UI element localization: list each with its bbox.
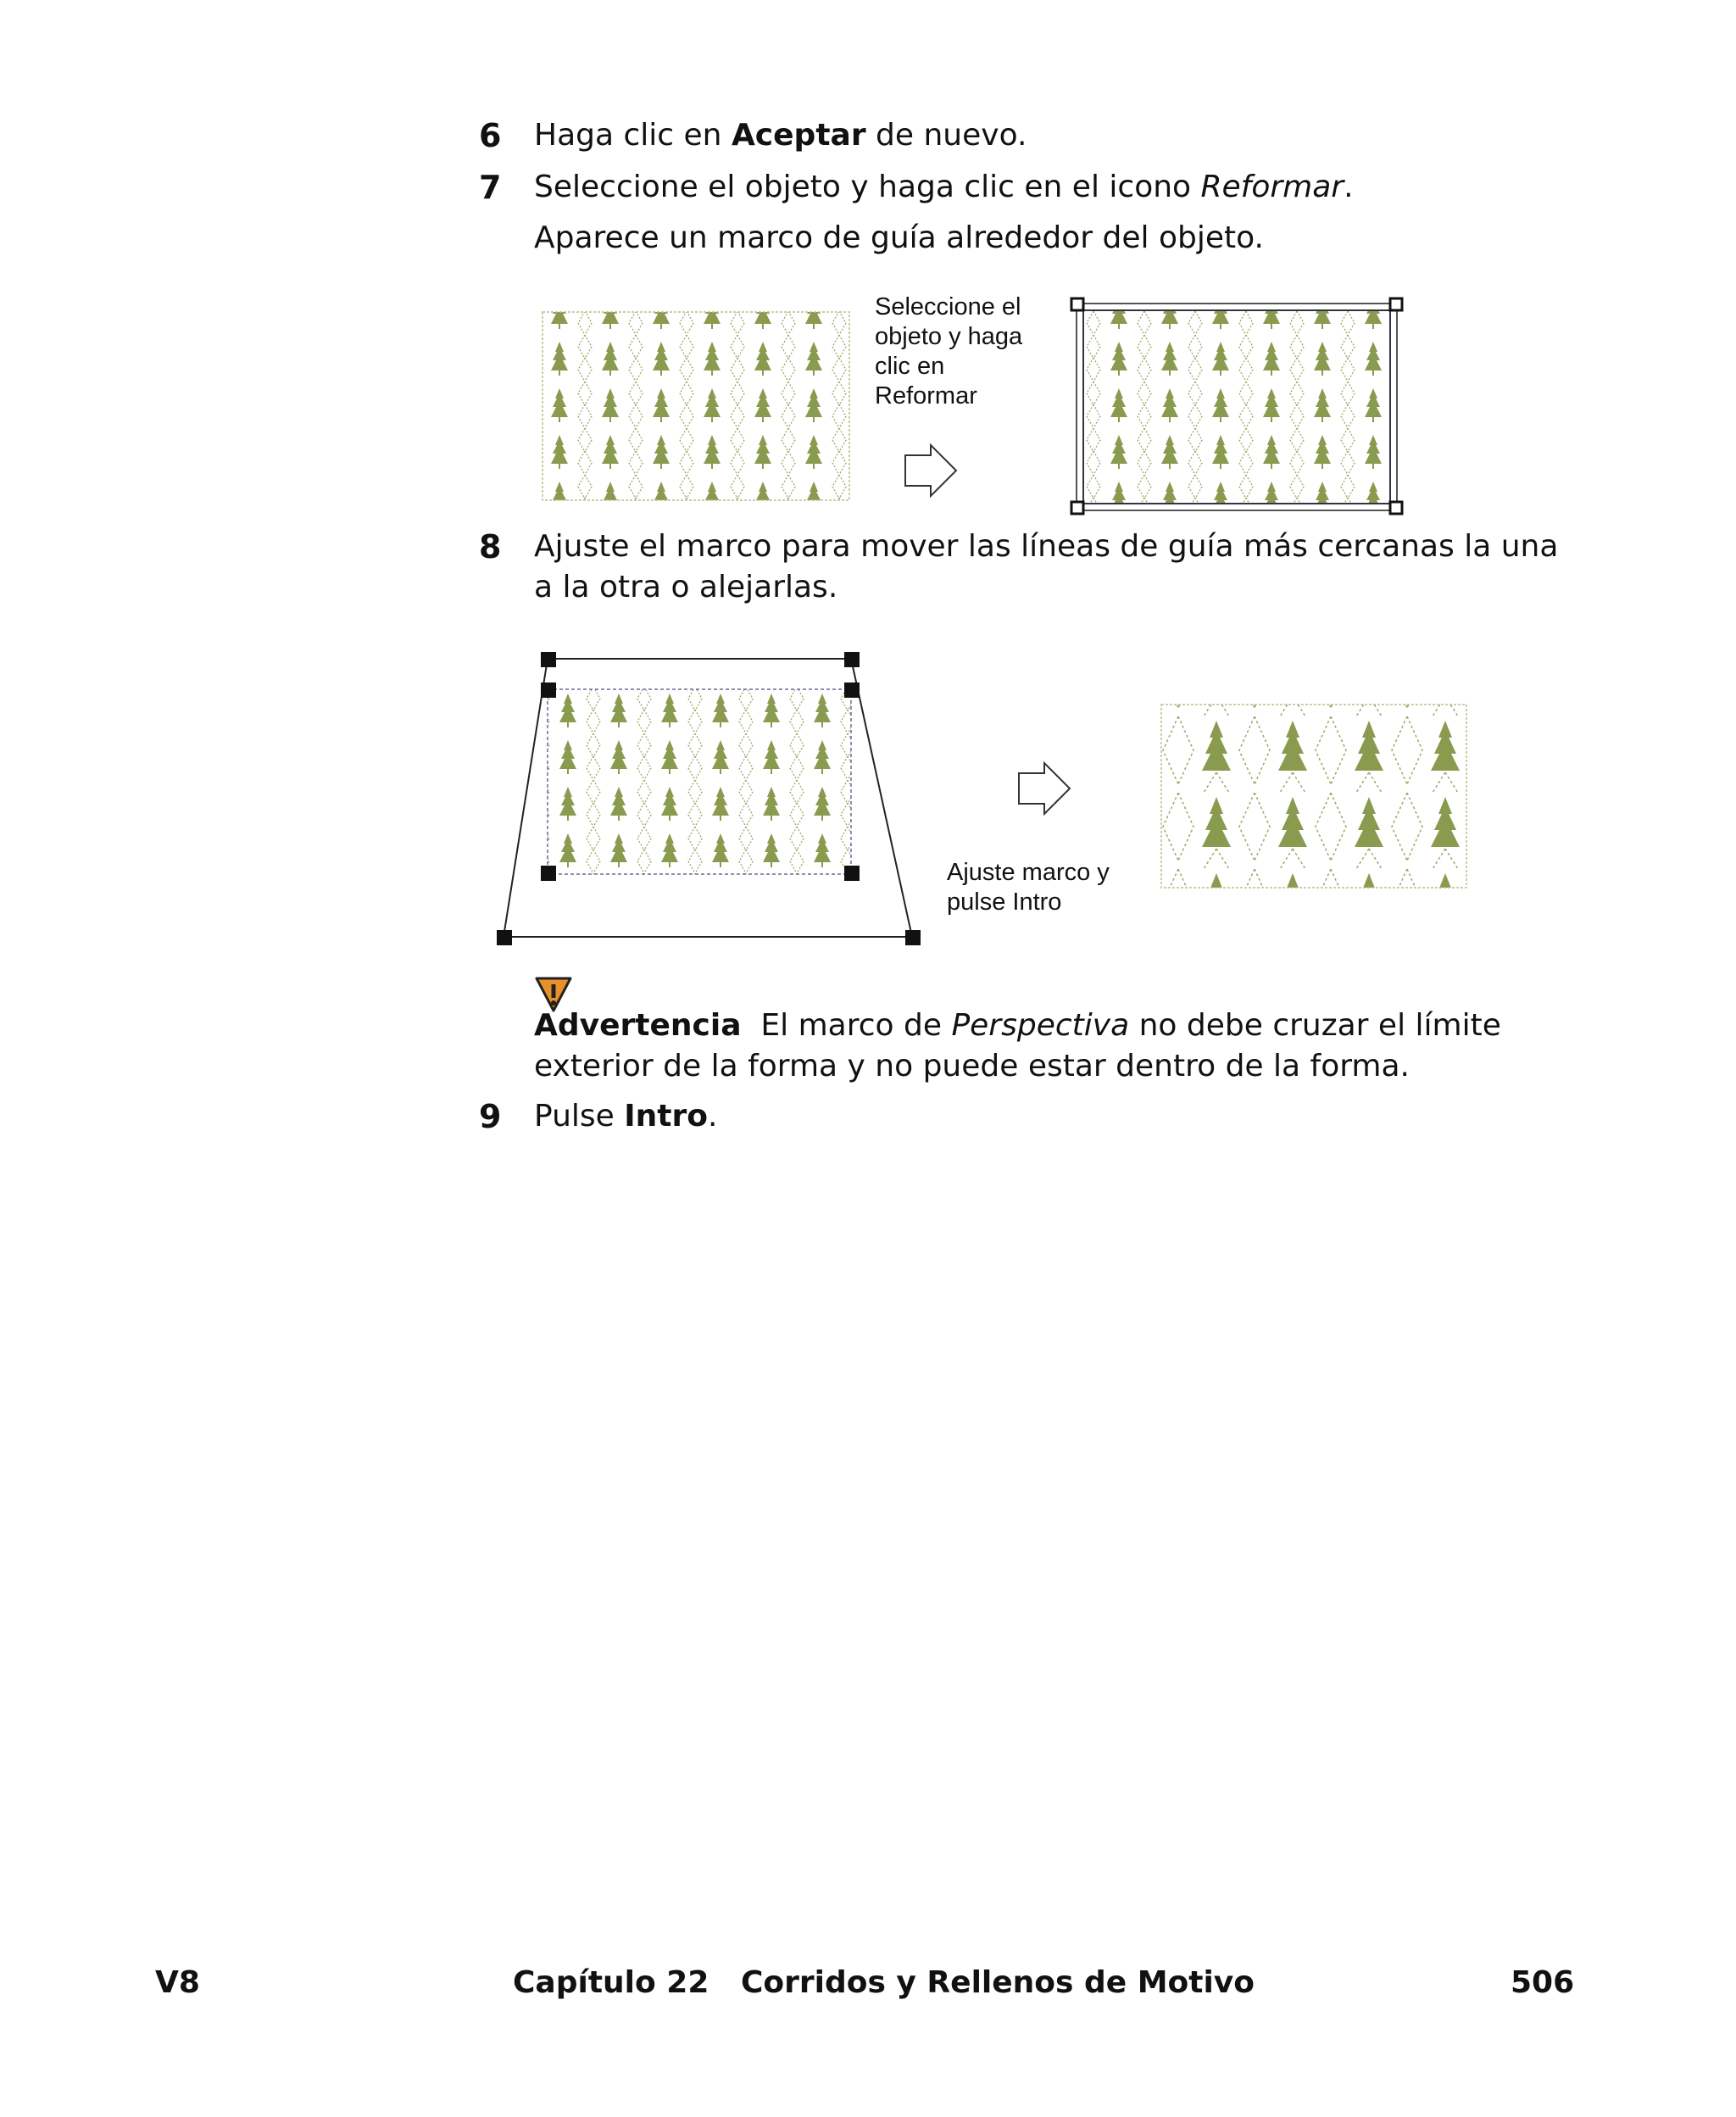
text-run: . bbox=[1344, 170, 1354, 204]
caption-line: Reformar bbox=[875, 382, 977, 409]
footer-chapter-title: Capítulo 22 Corridos y Rellenos de Motivo bbox=[513, 1965, 1255, 2000]
caption-line: objeto y haga bbox=[875, 323, 1023, 350]
step-number: 6 bbox=[479, 117, 502, 154]
step-text bbox=[534, 1096, 1577, 1137]
step-number: 9 bbox=[479, 1098, 502, 1135]
bold-text: Aceptar bbox=[731, 118, 866, 153]
footer-version: V8 bbox=[155, 1965, 200, 2000]
text-run: de nuevo. bbox=[865, 118, 1027, 153]
bold-text: Intro bbox=[624, 1099, 708, 1134]
caption-line: clic en bbox=[875, 353, 945, 380]
text-run: . bbox=[707, 1099, 718, 1134]
caption-line: pulse Intro bbox=[947, 889, 1062, 916]
step-text bbox=[534, 167, 1577, 208]
caption-line: Ajuste marco y bbox=[947, 859, 1110, 886]
text-run: Seleccione el objeto y haga clic en el icono bbox=[534, 170, 1201, 204]
caption-line: Seleccione el bbox=[875, 293, 1021, 320]
italic-text: Perspectiva bbox=[951, 1008, 1130, 1043]
pattern-fill-object bbox=[548, 689, 851, 874]
arrow-right-icon bbox=[905, 445, 956, 496]
footer-page-number: 506 bbox=[1511, 1965, 1575, 2000]
warning-label: Advertencia bbox=[534, 1008, 742, 1043]
pattern-fill-object-selected bbox=[1083, 310, 1390, 504]
step-number: 7 bbox=[479, 169, 502, 206]
perspective-result-object bbox=[1161, 705, 1466, 888]
arrow-right-icon bbox=[1019, 763, 1070, 814]
step-number: 8 bbox=[479, 528, 502, 565]
text-run: Haga clic en bbox=[534, 118, 732, 153]
figure-1-caption bbox=[875, 292, 1022, 411]
step-text: Aparece un marco de guía alrededor del objeto. bbox=[534, 220, 1264, 255]
text-run: El marco de bbox=[760, 1008, 952, 1043]
pattern-fill-object bbox=[542, 312, 849, 500]
figure-2-caption bbox=[947, 858, 1110, 917]
italic-text: Reformar bbox=[1200, 170, 1344, 204]
warning-text bbox=[534, 1006, 1577, 1087]
text-run: Pulse bbox=[534, 1099, 625, 1134]
text-run: no debe cruzar el límite exterior de la forma y no puede estar dentro de la forma. bbox=[534, 1008, 1501, 1084]
step-text bbox=[534, 115, 1577, 156]
step-text: Ajuste el marco para mover las líneas de guía más cercanas la una a la otra o alejarlas. bbox=[534, 529, 1559, 604]
